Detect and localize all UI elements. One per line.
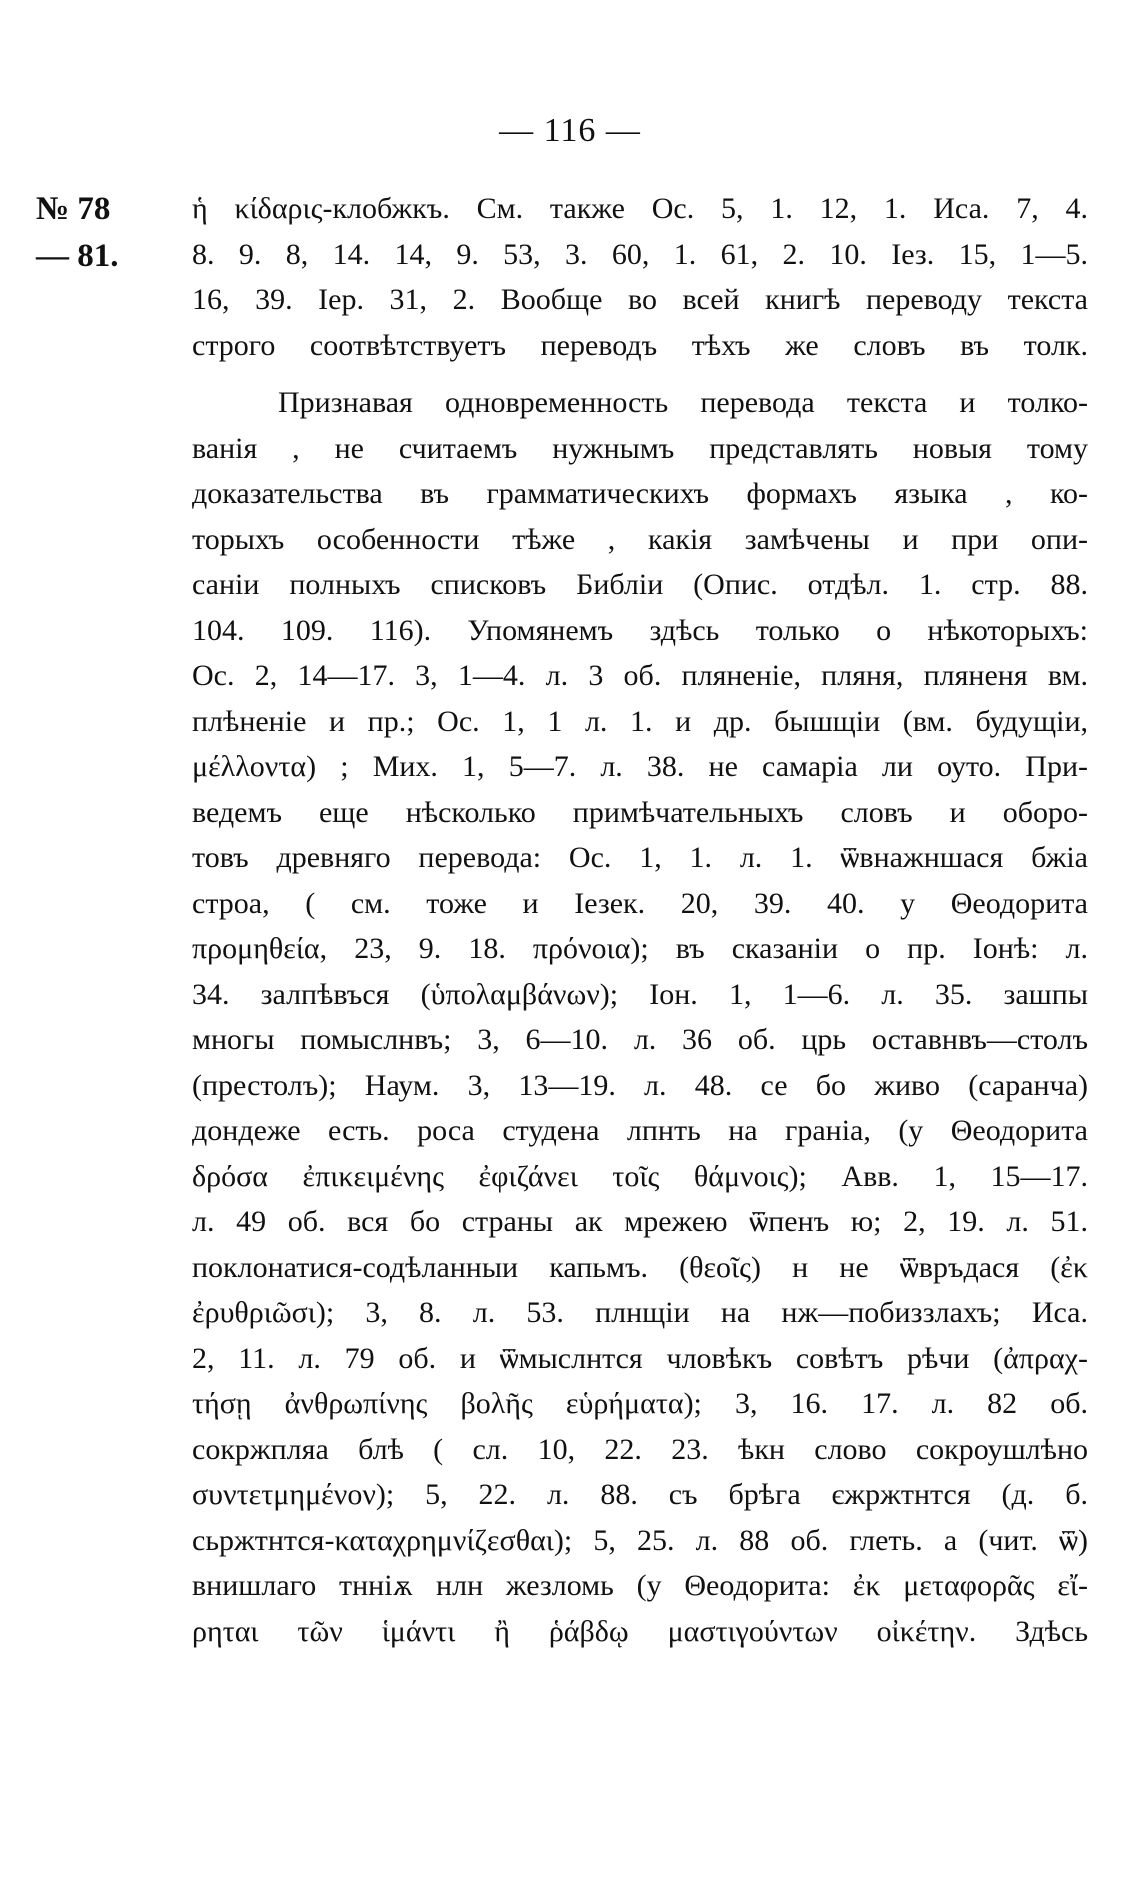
text-line: многы помыслнвъ; 3, 6—10. л. 36 об. црь оставнвъ—столъ xyxy=(192,1023,1088,1056)
margin-reference xyxy=(36,186,119,280)
page-number: — 116 — xyxy=(499,112,641,149)
text-line: товъ древняго перевода: Ос. 1, 1. л. 1. ѿвнажншася бжіа xyxy=(192,841,1088,874)
text-line: συντετμημένον); 5, 22. л. 88. съ брѣга єжржтнтся (д. б. xyxy=(192,1478,1088,1511)
text-line: ведемъ еще нѣсколько примѣчательныхъ словъ и оборо- xyxy=(192,795,1088,829)
margin-reference-line: — 81. xyxy=(36,238,119,274)
text-line: Признавая одновременность перевода текста и толко- xyxy=(278,386,1088,419)
text-line: 16, 39. Iер. 31, 2. Вообще во всей книгѣ переводу текста xyxy=(192,283,1088,316)
paragraph-2 xyxy=(192,380,1088,1654)
text-line: (престолъ); Наум. 3, 13—19. л. 48. се бо живо (саранча) xyxy=(192,1068,1088,1102)
text-line: л. 49 об. вся бо страны ак мрежею ѿпенъ ю; 2, 19. л. 51. xyxy=(192,1205,1088,1238)
text-line: поклонатися-содѣланныи капьмъ. (θεοῖς) н не ѿвръдася (ἐκ xyxy=(192,1250,1088,1284)
text-line: 8. 9. 8, 14. 14, 9. 53, 3. 60, 1. 61, 2. 10. Iез. 15, 1—5. xyxy=(192,237,1088,271)
text-line: Ос. 2, 14—17. 3, 1—4. л. 3 об. пляненіе, пляня, пляненя вм. xyxy=(192,659,1088,692)
text-line: ἐρυθριῶσι); 3, 8. л. 53. плнщіи на нж—побиззлахъ; Иса. xyxy=(192,1296,1088,1329)
paragraph-1 xyxy=(192,186,1088,368)
text-line: доказательства въ грамматическихъ формахъ языка , ко- xyxy=(192,477,1088,510)
text-line: саніи полныхъ списковъ Библіи (Опис. отдѣл. 1. стр. 88. xyxy=(192,568,1088,601)
text-line: δρόσα ἐπικειμένης ἐφιζάνει τοῖς θάμνοις); Авв. 1, 15—17. xyxy=(192,1159,1088,1193)
text-line: сьржтнтся-καταχρημνίζεσθαι); 5, 25. л. 88 об. глеть. а (чит. ѿ) xyxy=(192,1523,1088,1557)
text-line: 2, 11. л. 79 об. и ѿмыслнтся чловѣкъ совѣтъ рѣчи (ἀπραχ- xyxy=(192,1341,1088,1375)
text-line: ἡ κίδαρις-клобжкъ. См. также Ос. 5, 1. 12, 1. Иса. 7, 4. xyxy=(192,192,1088,225)
main-text xyxy=(192,186,1088,1654)
text-line: τήσῃ ἀνθρωπίνης βολῆς εὑρήματα); 3, 16. 17. л. 82 об. xyxy=(192,1387,1088,1420)
margin-reference-line: № 78 xyxy=(36,191,111,227)
text-line: строго соотвѣтствуетъ переводъ тѣхъ же словъ въ толк. xyxy=(192,328,1088,362)
text-line: ρηται τῶν ἱμάντι ἢ ῥάβδῳ μαστιγούντων οἰκέτην. Здѣсь xyxy=(192,1614,1088,1648)
text-line: внишлаго тнніѫ нлн жезломь (у Θеодорита: ἐκ μεταφορᾶς εἴ- xyxy=(192,1569,1088,1602)
text-line: 104. 109. 116). Упомянемъ здѣсь только о нѣкоторыхъ: xyxy=(192,613,1088,647)
text-line: дондеже есть. роса студена лпнть на граніа, (у Θеодорита xyxy=(192,1114,1088,1147)
text-line: сокржпляа блѣ ( сл. 10, 22. 23. ѣкн слово сокроушлѣно xyxy=(192,1432,1088,1466)
text-line: строа, ( см. тоже и Iезек. 20, 39. 40. у Θеодорита xyxy=(192,886,1088,920)
text-line: плѣненіе и пр.; Ос. 1, 1 л. 1. и др. бышщіи (вм. будущіи, xyxy=(192,704,1088,738)
text-line: 34. залпѣвъся (ὑπολαμβάνων); Iон. 1, 1—6. л. 35. зашпы xyxy=(192,977,1088,1011)
text-line: προμηθεία, 23, 9. 18. πρόνοια); въ сказаніи о пр. Iонѣ: л. xyxy=(192,932,1088,965)
text-line: ванія , не считаемъ нужнымъ представлять новыя тому xyxy=(192,431,1088,465)
text-line: торыхъ особенности тѣже , какія замѣчены и при опи- xyxy=(192,522,1088,556)
text-line: μέλλοντα) ; Мих. 1, 5—7. л. 38. не самаріа ли оуто. При- xyxy=(192,750,1088,783)
